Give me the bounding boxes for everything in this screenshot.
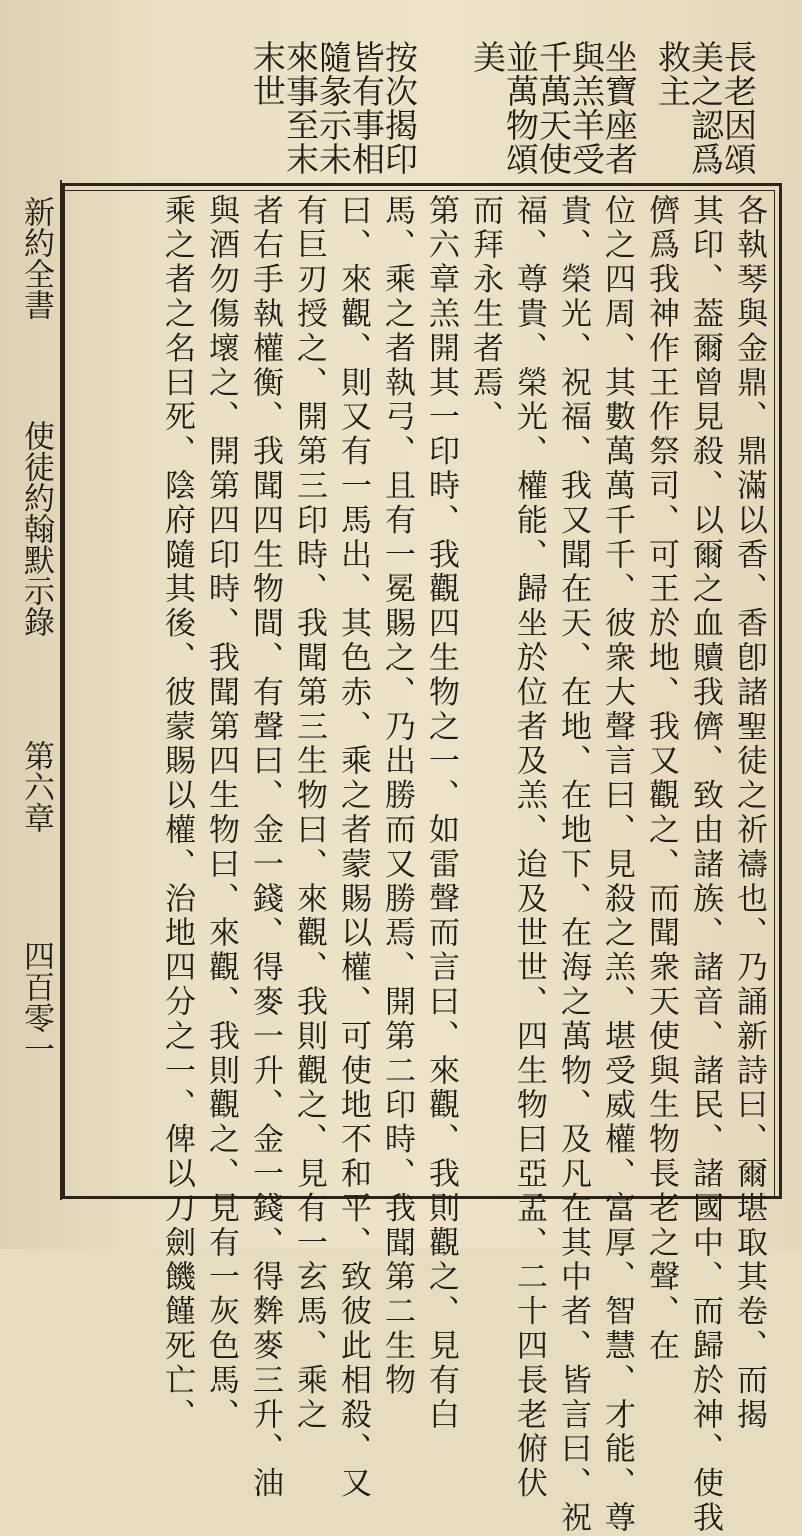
headnote-line: 按次揭印 — [380, 40, 419, 176]
headnote-line: 隨彖示未 — [314, 40, 353, 176]
body-line: 位之四周、其數萬萬千千、彼衆大聲言曰、見殺之羔、堪受威權、富厚、智慧、才能、尊 — [599, 194, 635, 1536]
page-number: 四百零一 — [18, 940, 54, 1064]
body-line: 乘之者之名曰死、陰府隨其後、彼蒙賜以權、治地四分之一、俾以刀劍饑饉死亡、 — [159, 194, 195, 1433]
book-title: 新約全書 — [18, 196, 54, 320]
headnote-line: 救主 — [653, 40, 692, 108]
headnote-line: 並萬物頌 — [501, 40, 540, 176]
headnote-line: 與羔羊受 — [567, 40, 606, 176]
headnote-line: 皆有事相 — [347, 40, 386, 176]
chapter-label: 第六章 — [18, 740, 54, 833]
headnote-line: 千萬天使 — [534, 40, 573, 176]
book-name: 使徒約翰默示錄 — [18, 420, 54, 637]
body-line: 者右手執權衡、我聞四生物間、有聲曰、金一錢、得麥一升、金一錢、得麰麥三升、油 — [247, 194, 283, 1502]
body-line: 其印、葢爾曾見殺、以爾之血贖我儕、致由諸族、諸音、諸民、諸國中、而歸於神、使我 — [687, 194, 723, 1536]
body-line: 福、尊貴、榮光、權能、歸坐於位者及羔、迨及世世、四生物曰亞孟、二十四長老俯伏 — [511, 194, 547, 1502]
margin-rule — [60, 180, 62, 1200]
body-line: 有巨刃授之、開第三印時、我聞第三生物曰、來觀、我則觀之、見有一玄馬、乘之 — [291, 194, 327, 1433]
body-line: 各執琴與金鼎、鼎滿以香、香卽諸聖徒之祈禱也、乃誦新詩曰、爾堪取其卷、而揭 — [731, 194, 767, 1433]
headnote-line: 美之認爲 — [686, 40, 725, 176]
headnote-line: 坐寶座者 — [600, 40, 639, 176]
headnote-line: 美 — [468, 40, 507, 74]
body-line: 貴、榮光、祝福、我又聞在天、在地、在地下、在海之萬物、及凡在其中者、皆言曰、祝 — [555, 194, 591, 1536]
body-line: 曰、來觀、則又有一馬出、其色赤、乘之者蒙賜以權、可使地不和平、致彼此相殺、又 — [335, 194, 371, 1502]
body-line: 儕爲我神作王作祭司、可王於地、我又觀之、而聞衆天使與生物長老之聲、在 — [643, 194, 679, 1364]
body-line: 第六章羔開其一印時、我觀四生物之一、如雷聲而言曰、來觀、我則觀之、見有白 — [423, 194, 459, 1433]
headnote-line: 來事至末 — [281, 40, 320, 176]
body-line: 馬、乘之者執弓、且有一冕賜之、乃出勝而又勝焉、開第二印時、我聞第二生物 — [379, 194, 415, 1398]
body-line: 而拜永生者焉、 — [467, 194, 503, 435]
headnote-line: 末世 — [248, 40, 287, 108]
body-line: 與酒勿傷壞之、開第四印時、我聞第四生物曰、來觀、我則觀之、見有一灰色馬、 — [203, 194, 239, 1433]
headnote-line: 長老因頌 — [719, 40, 758, 176]
